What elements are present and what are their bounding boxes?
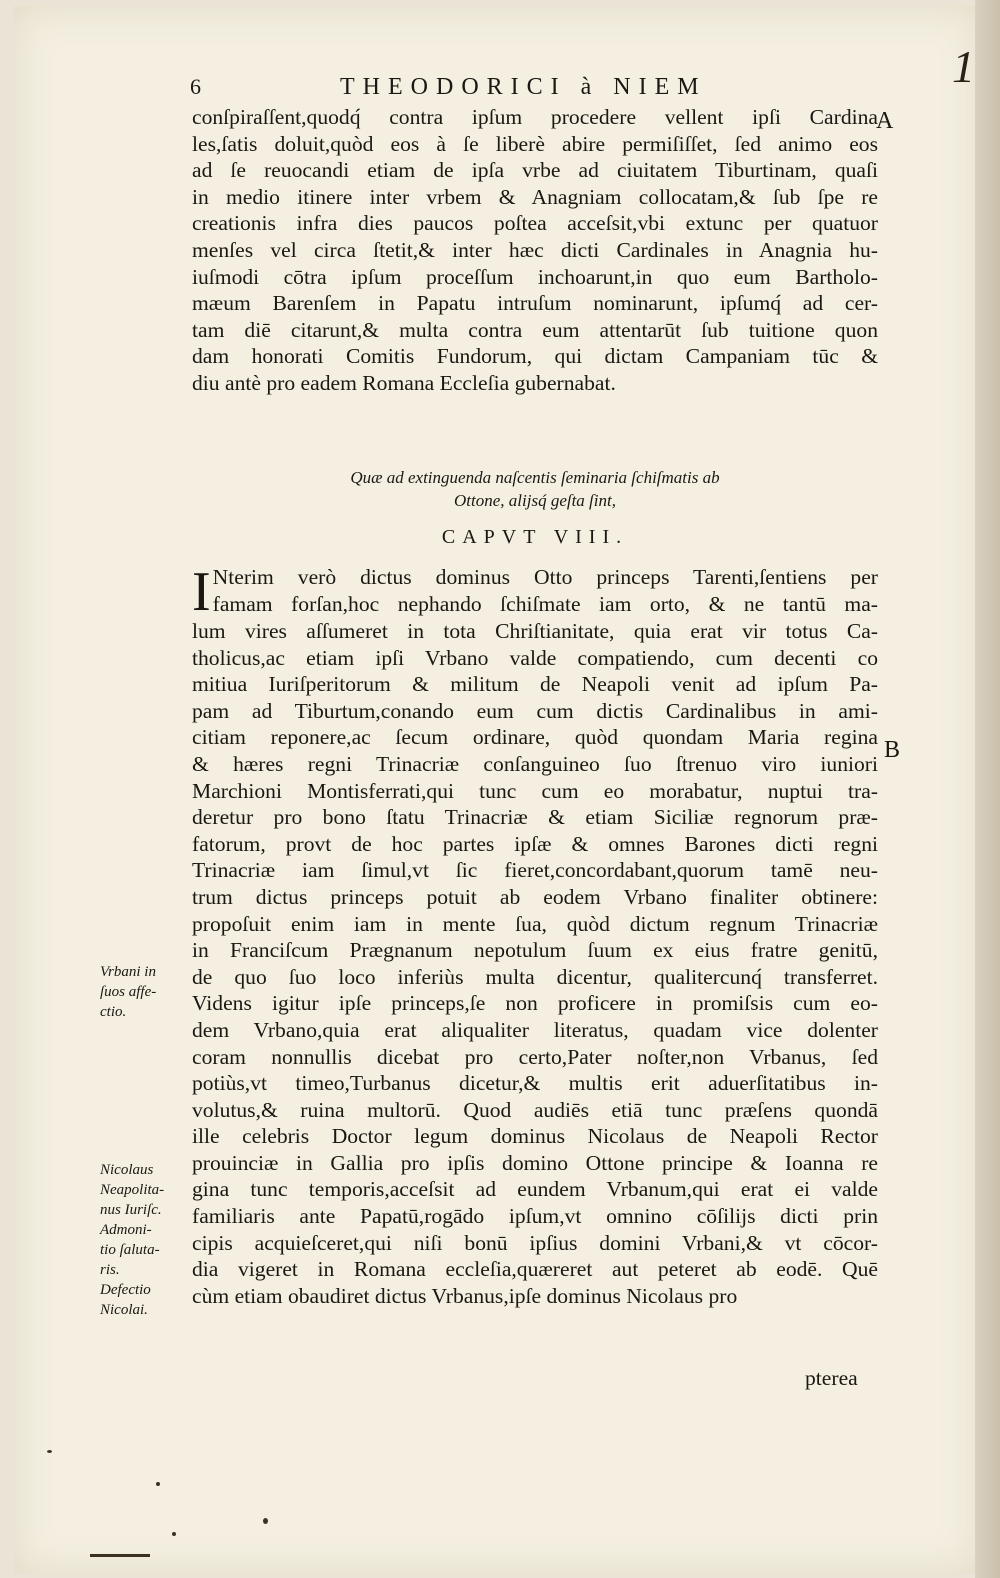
dropcap-block	[192, 561, 878, 623]
text-line: in Franciſcum Prægnanum nepotulum ſuum ex eius fratre genitū,	[192, 938, 878, 963]
margin-letter-b: B	[884, 737, 901, 763]
margin-letter-a: A	[876, 108, 894, 134]
chapter-title: CAPVT VIII.	[441, 526, 629, 548]
text-line: dem Vrbano,quia erat aliqualiter literatus, quadam vice dolenter	[192, 1017, 878, 1042]
text-line: cipis acquieſceret,qui niſi bonū ipſius domini Vrbani,& vt cōcor-	[192, 1230, 878, 1255]
text-line: ad ſe reuocandi etiam de ipſa vrbe ad ciuitatem Tiburtinam, quaſi	[192, 158, 878, 183]
text-line: pam ad Tiburtum,conando eum cum dictis Cardinalibus in ami-	[192, 698, 878, 723]
text-line: diu antè pro eadem Romana Eccleſia gubernabat.	[192, 370, 616, 395]
margin-note-line: Admoni-	[100, 1222, 152, 1238]
margin-note-line: ſuos affe-	[100, 984, 157, 1000]
margin-note-line: Neapolita-	[100, 1182, 165, 1198]
text-line: mitiua Iuriſperitorum & militum de Neapoli venit ad ipſum Pa-	[192, 672, 878, 697]
ink-speck	[263, 1518, 268, 1524]
margin-note-line: Nicolaus	[100, 1162, 154, 1178]
text-line: coram nonnullis dicebat pro certo,Pater noſter,non Vrbanus, ſed	[192, 1044, 878, 1069]
text-line: prouinciæ in Gallia pro ipſis domino Ottone principe & Ioanna re	[192, 1150, 878, 1175]
margin-note-line: Defectio	[100, 1282, 151, 1298]
text-line: lum vires aſſumeret in tota Chriſtianitate, quia erat vir totus Ca-	[192, 619, 878, 643]
text-line: Marchioni Montisferrati,qui tunc cum eo morabatur, nuptui tra-	[192, 778, 878, 803]
margin-note-line: tio ſaluta-	[100, 1242, 160, 1258]
rubric-line: Ottone, alijsq́ geſta ſint,	[454, 491, 616, 510]
text-line: de quo ſuo loco inferiùs multa dicentur, qualitercunq́ transferret.	[192, 964, 878, 989]
drop-cap: I	[192, 561, 211, 623]
text-line: mæum Barenſem in Papatu intruſum nominarunt, ipſumq́ ad cer-	[192, 291, 878, 316]
text-line: cùm etiam obaudiret dictus Vrbanus,ipſe dominus Nicolaus pro	[192, 1283, 738, 1308]
margin-note-line: Vrbani in	[100, 964, 156, 980]
text-line: & hæres regni Trinacriæ conſanguineo ſuo ſtrenuo viro iuniori	[192, 751, 878, 776]
text-line: citiam reponere,ac ſecum ordinare, quòd quondam Maria regina	[192, 725, 878, 750]
text-line: gina tunc temporis,acceſsit ad eundem Vrbanum,qui erat ei valde	[192, 1177, 878, 1202]
text-line: creationis infra dies paucos poſtea acceſsit,vbi extunc per quatuor	[192, 211, 878, 236]
paragraph-two-lines	[192, 618, 878, 1309]
text-line: propoſuit enim iam in mente ſua, quòd dictum regnum Trinacriæ	[192, 911, 878, 936]
text-line: familiaris ante Papatū,rogādo ipſum,vt omnino cōſilijs dicti prin	[192, 1204, 878, 1229]
text-line: in medio itinere inter vrbem & Anagniam collocatam,& ſub ſpe re	[192, 184, 878, 209]
text-line: Nterim verò dictus dominus Otto princeps Tarenti,ſentiens per	[212, 565, 878, 589]
margin-note-line: nus Iuriſc.	[100, 1202, 162, 1218]
folio-number: 6	[190, 74, 201, 99]
ink-speck	[156, 1482, 160, 1486]
text-line: potiùs,vt timeo,Turbanus dicetur,& multis erit aduerſitatibus in-	[192, 1071, 878, 1096]
chapter-heading	[192, 466, 878, 549]
rubric-line: Quæ ad extinguenda naſcentis ſeminaria ſchiſmatis ab	[350, 468, 720, 487]
running-head: THEODORICI à NIEM	[340, 74, 707, 100]
text-line: tam diē citarunt,& multa contra eum attentarūt ſub tuitione quon	[192, 317, 878, 342]
text-line: dam honorati Comitis Fundorum, qui dictam Campaniam tūc &	[192, 344, 878, 369]
margin-note-line: ris.	[100, 1262, 120, 1278]
text-line: deretur pro bono ſtatu Trinacriæ & etiam Siciliæ regnorum præ-	[192, 805, 878, 830]
text-line: famam forſan,hoc nephando ſchiſmate iam orto, & ne tantū ma-	[212, 591, 878, 616]
text-line: trum dictus princeps potuit ab eodem Vrbano finaliter obtinere:	[192, 884, 878, 909]
text-line: dia vigeret in Romana eccleſia,quæreret aut peteret ab eodē. Quē	[192, 1257, 878, 1282]
text-line: conſpiraſſent,quodq́ contra ipſum procedere vellent ipſi Cardina	[192, 105, 878, 129]
margin-note-line: Nicolai.	[100, 1302, 148, 1318]
ink-speck	[47, 1450, 52, 1453]
margin-note-line: ctio.	[100, 1004, 127, 1020]
page-header	[190, 74, 750, 104]
text-line: Videns igitur ipſe princeps,ſe non proficere in promiſsis cum eo-	[192, 991, 878, 1016]
chapter-rubric	[192, 466, 878, 512]
paragraph-one	[192, 104, 878, 397]
text-line: menſes vel circa ſtetit,& inter hæc dicti Cardinales in Anagnia hu-	[192, 237, 878, 262]
text-line: ille celebris Doctor legum dominus Nicolaus de Neapoli Rector	[192, 1124, 878, 1149]
paragraph-two	[192, 561, 878, 1309]
text-line: fatorum, provt de hoc partes ipſæ & omnes Barones dicti regni	[192, 831, 878, 856]
page-edge-shadow	[975, 0, 1000, 1578]
margin-note-nicolaus	[100, 1160, 182, 1320]
text-line: Trinacriæ iam ſimul,vt ſic fieret,concordabant,quorum tamē neu-	[192, 858, 878, 883]
corner-handwritten-mark: 1	[952, 41, 975, 92]
margin-note-urbani	[100, 962, 182, 1022]
text-line: volutus,& ruina multorū. Quod audiēs etiā tunc præſens quondā	[192, 1097, 878, 1122]
catchword: pterea	[805, 1366, 858, 1390]
text-line: iuſmodi cōtra ipſum proceſſum inchoarunt,in quo eum Bartholo-	[192, 264, 878, 289]
bottom-rule-mark	[90, 1554, 150, 1557]
text-line: les,ſatis doluit,quòd eos à ſe liberè abire permiſiſſet, ſed animo eos	[192, 131, 878, 156]
ink-speck	[172, 1532, 176, 1536]
text-line: tholicus,ac etiam ipſi Vrbano valde compatiendo, cum decenti co	[192, 645, 878, 670]
